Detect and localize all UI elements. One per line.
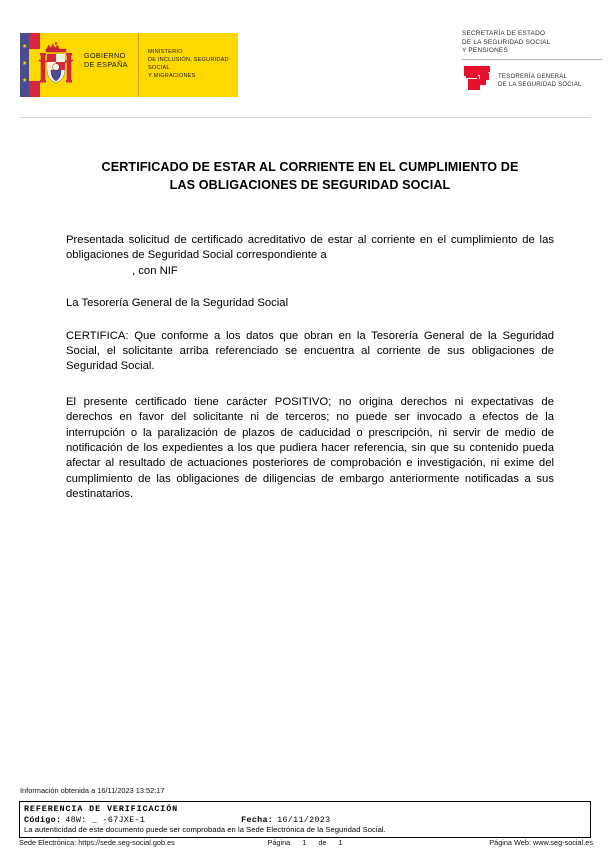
ministerio-logo-text: MINISTERIO DE INCLUSIÓN, SEGURIDAD SOCIAL Y MIGRACIONES <box>148 49 229 79</box>
info-obtained-timestamp: Información obtenida a 16/11/2023 13:52:17 <box>20 786 165 795</box>
gobierno-de-espana-logo <box>20 33 238 97</box>
verification-title: REFERENCIA DE VERIFICACIÓN <box>24 804 179 814</box>
verification-reference-box <box>19 801 591 838</box>
page-number-footer <box>262 838 347 847</box>
secretaria-estado-text: SECRETARÍA DE ESTADO DE LA SEGURIDAD SOCIAL Y PENSIONES <box>462 30 551 55</box>
page-title-line2: LAS OBLIGACIONES DE SEGURIDAD SOCIAL <box>169 178 451 192</box>
document-header <box>0 0 611 118</box>
verification-code-row <box>24 815 586 826</box>
page-total: 1 <box>338 838 343 847</box>
page-footer <box>19 838 593 847</box>
page-current: 1 <box>302 838 307 847</box>
paragraph-request-subject <box>66 264 554 279</box>
paragraph-request <box>66 233 554 264</box>
paragraph-request-text: Presentada solicitud de certificado acreditativo de estar al corriente en el cumplimiento de las obligaciones de Seguridad Social correspondiente a <box>66 234 554 262</box>
gobierno-logo-left <box>20 33 139 97</box>
spanish-coat-of-arms-icon <box>34 40 78 90</box>
sede-electronica-label: Sede Electrónica: <box>19 838 77 847</box>
sede-electronica-footer <box>19 838 175 847</box>
paragraph-issuer: La Tesorería General de la Seguridad Social <box>66 297 289 310</box>
header-divider <box>462 59 602 60</box>
verification-code-value: 48W: _ -67JXE-1 <box>65 814 146 825</box>
verification-date-label: Fecha: <box>241 814 274 825</box>
tesoreria-general-text: TESORERÍA GENERAL DE LA SEGURIDAD SOCIAL <box>498 72 582 89</box>
document-body <box>66 233 554 503</box>
verification-date-value: 16/11/2023 <box>277 814 331 825</box>
page-label: Página <box>267 838 291 847</box>
paragraph-certifica: CERTIFICA: Que conforme a los datos que obran en la Tesorería General de la Seguridad Social, el solicitante arriba referenciado se encuentra al corriente de sus obligaciones de Seguridad Social. <box>66 329 554 373</box>
gobierno-logo-text: GOBIERNO DE ESPAÑA <box>84 51 128 69</box>
paragraph-disclaimer: El presente certificado tiene carácter POSITIVO; no origina derechos ni expectativas de derechos en favor del solicitante ni de terceros; no puede ser invocado a efectos de la interrupción o la paralización de plazos de caducidad o prescripción, ni servir de medio de notificación de los expedientes a los que pudiera hacer referencia, sin que su contenido pueda afectar al resultado de actuaciones posteriores de comprobación e investigación, ni exime del cumplimiento de las obligaciones de diligencias de embargo anteriormente notificadas a sus destinatarios. <box>66 395 554 501</box>
sede-electronica-url[interactable]: https://sede.seg-social.gob.es <box>78 838 175 847</box>
secretaria-estado-block <box>462 30 602 91</box>
page-title <box>60 158 560 194</box>
verification-code-label: Código: <box>24 814 62 825</box>
page-of-label: de <box>318 838 327 847</box>
tesoreria-general-logo-icon <box>462 65 492 91</box>
web-page-label: Página Web: <box>489 838 531 847</box>
web-page-footer <box>489 838 593 847</box>
subject-nif-label: , con NIF <box>132 264 178 277</box>
header-bottom-rule <box>20 117 591 118</box>
page-title-line1: CERTIFICADO DE ESTAR AL CORRIENTE EN EL CUMPLIMIENTO DE <box>101 160 519 174</box>
verification-note: La autenticidad de este documento puede ser comprobada en la Sede Electrónica de la Seguridad Social. <box>24 825 386 834</box>
web-page-url[interactable]: www.seg-social.es <box>532 838 593 847</box>
spanish-flag-strip-icon: ★ ★ ★ <box>20 33 40 97</box>
